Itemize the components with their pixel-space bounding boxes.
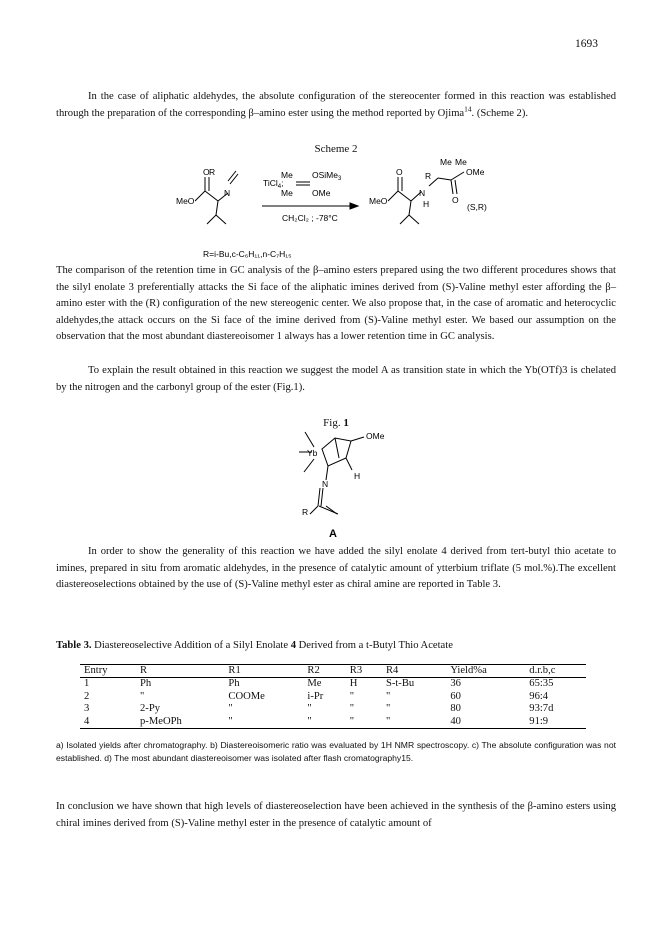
fig-n-label: N bbox=[322, 479, 329, 489]
col-yield: Yield%a bbox=[446, 665, 525, 678]
cell: i-Pr bbox=[307, 690, 324, 702]
cell: S-t-Bu bbox=[385, 678, 415, 690]
sm-meo-label: MeO bbox=[176, 196, 195, 206]
reagent-ticl4: TiCl$_4$; bbox=[263, 178, 284, 190]
table-row bbox=[80, 691, 586, 703]
cell: H bbox=[349, 678, 358, 690]
fig-ome-label: OMe bbox=[366, 431, 385, 441]
scheme-title: Scheme 2 bbox=[314, 143, 358, 155]
pr-ome-label: OMe bbox=[466, 167, 485, 177]
col-r1: R1 bbox=[224, 665, 303, 678]
cell: " bbox=[346, 716, 382, 729]
cell: 4 bbox=[80, 716, 136, 729]
fig-bond bbox=[305, 432, 314, 447]
pr-meo-label: MeO bbox=[369, 196, 388, 206]
cell: " bbox=[307, 703, 312, 715]
figure-caption: Fig. 1 bbox=[323, 417, 349, 429]
fig-bond bbox=[351, 437, 364, 441]
paragraph-gc: The comparison of the retention time in GC analysis of the β–amino esters prepared using the two different procedures shows that the silyl enolate 3 preferentially attacks the Si face of the aliphatic imines derived from (S)-Valine methyl ester affording the β– amino ester with the (R) configuration of the new stereogenic center. We also propose that, in the case of aromatic and heterocyclic aldehydes,the attack occurs on the Si face of the imine derived from (S)-Valine methyl ester. We based our assumption on the observation that the most abundant diastereoisomer 1 always has a lower retention time in GC analysis. bbox=[56, 265, 616, 343]
cell: " bbox=[303, 716, 345, 729]
col-r: R bbox=[136, 665, 224, 678]
cell: " bbox=[349, 703, 355, 715]
silyl-me-label: Me bbox=[281, 170, 293, 180]
table-3 bbox=[80, 664, 586, 729]
r-definition: R=i-Bu,c-C₆H₁₁,n-C₇H₁₅ bbox=[203, 249, 292, 259]
pr-o-top-label: O bbox=[396, 167, 403, 177]
silyl-me2-label: Me bbox=[281, 188, 293, 198]
fig-bond bbox=[304, 459, 314, 472]
fig-bond2 bbox=[321, 488, 323, 506]
fig-bond bbox=[335, 438, 339, 458]
cell: " bbox=[382, 716, 446, 729]
fig-bond bbox=[310, 506, 318, 514]
pr-o-label: O bbox=[452, 195, 459, 205]
cell: " bbox=[385, 690, 391, 702]
sm-r-label: R bbox=[209, 167, 216, 177]
fig-h-label: H bbox=[354, 471, 361, 481]
fig-bond bbox=[326, 466, 328, 480]
col-r3: R3 bbox=[346, 665, 382, 678]
cell: 91:9 bbox=[525, 716, 586, 729]
cell: Me bbox=[307, 678, 322, 690]
paragraph-generality: In order to show the generality of this reaction we have added the silyl enolate 4 derived from tert-butyl thio acetate to imines, prepared in situ from aromatic aldehydes, in the presence of catalytic amount of ytterbium triflate (5 mol.%).The excellent diastereoselections obtained by the use of (S)-Valine methyl ester as chiral amine are reported in Table 3. bbox=[56, 546, 616, 591]
fig-bond bbox=[346, 458, 352, 470]
cell: COOMe bbox=[228, 690, 265, 702]
col-entry: Entry bbox=[80, 665, 136, 678]
yb-label: Yb bbox=[307, 448, 318, 458]
table-row bbox=[80, 716, 586, 729]
fig-bond bbox=[318, 488, 320, 506]
fig-r-label: R bbox=[302, 507, 309, 517]
table-row bbox=[80, 703, 586, 715]
cell: 36 bbox=[450, 678, 461, 690]
conditions-label: CH₂Cl₂ ; -78°C bbox=[282, 213, 338, 223]
table-title: Table 3. Diastereoselective Addition of a Silyl Enolate 4 Derived from a t-Butyl Thio Acetate bbox=[56, 640, 453, 651]
pr-h-label: H bbox=[423, 199, 430, 209]
cell: 96:4 bbox=[529, 690, 549, 702]
cell: " bbox=[224, 716, 303, 729]
model-a-label: A bbox=[329, 528, 337, 540]
col-r4: R4 bbox=[382, 665, 446, 678]
cell: 3 bbox=[84, 703, 90, 715]
cell: 2-Py bbox=[140, 703, 161, 715]
pr-me2-label: Me bbox=[455, 157, 467, 167]
paragraph-model: To explain the result obtained in this reaction we suggest the model A as transition state in which the Yb(OTf)3 is chelated by the nitrogen and the carbonyl group of the ester (Fig.1). bbox=[56, 365, 616, 393]
table-header-row bbox=[80, 665, 586, 678]
para1-text-b: . (Scheme 2). bbox=[471, 107, 529, 119]
cell: " bbox=[140, 690, 145, 702]
table-footnote: a) Isolated yields after chromatography. b) Diastereoisomeric ratio was evaluated by 1H NMR spectroscopy. c) The absolute configuration was not established. d) The most abundant diastereoisomer was isolated after flash cromatography15. bbox=[56, 740, 616, 763]
sm-n-label: N bbox=[224, 188, 231, 198]
cell: " bbox=[349, 690, 355, 702]
table-row bbox=[80, 678, 586, 691]
para1-text-a: In the case of aliphatic aldehydes, the absolute configuration of the stereocenter formed in this reaction was established through the preparation of the corresponding β–amino ester using the method reported by Ojima bbox=[56, 91, 616, 119]
cell: p-MeOPh bbox=[136, 716, 224, 729]
silyl-osime3-label: OSiMe$_3$ bbox=[312, 170, 342, 182]
cell: 65:35 bbox=[529, 678, 554, 690]
sm-carbonyl-o: O bbox=[203, 167, 210, 177]
cell: " bbox=[228, 703, 233, 715]
pr-config-label: (S,R) bbox=[467, 202, 487, 212]
cell: 40 bbox=[446, 716, 525, 729]
pr-r-label: R bbox=[425, 171, 432, 181]
cell: 93:7d bbox=[529, 703, 554, 715]
col-r2: R2 bbox=[303, 665, 345, 678]
cell: Ph bbox=[140, 678, 152, 690]
cell: " bbox=[385, 703, 391, 715]
ref-14: 14 bbox=[464, 104, 472, 114]
cell: 80 bbox=[450, 703, 461, 715]
pr-n-label: N bbox=[419, 188, 426, 198]
cell: 2 bbox=[84, 690, 90, 702]
fig-ring bbox=[322, 438, 351, 466]
silyl-ome-label: OMe bbox=[312, 188, 331, 198]
page-number: 1693 bbox=[575, 38, 598, 50]
pr-me1-label: Me bbox=[440, 157, 452, 167]
col-dr: d.r.b,c bbox=[525, 665, 586, 678]
cell: 60 bbox=[450, 690, 461, 702]
cell: Ph bbox=[228, 678, 240, 690]
paragraph-conclusion: In conclusion we have shown that high levels of diastereoselection have been achieved in the synthesis of the β-amino esters using chiral imines derived from (S)-Valine methyl ester in the presence of catalytic amount of bbox=[56, 801, 616, 829]
cell: 1 bbox=[84, 678, 90, 690]
